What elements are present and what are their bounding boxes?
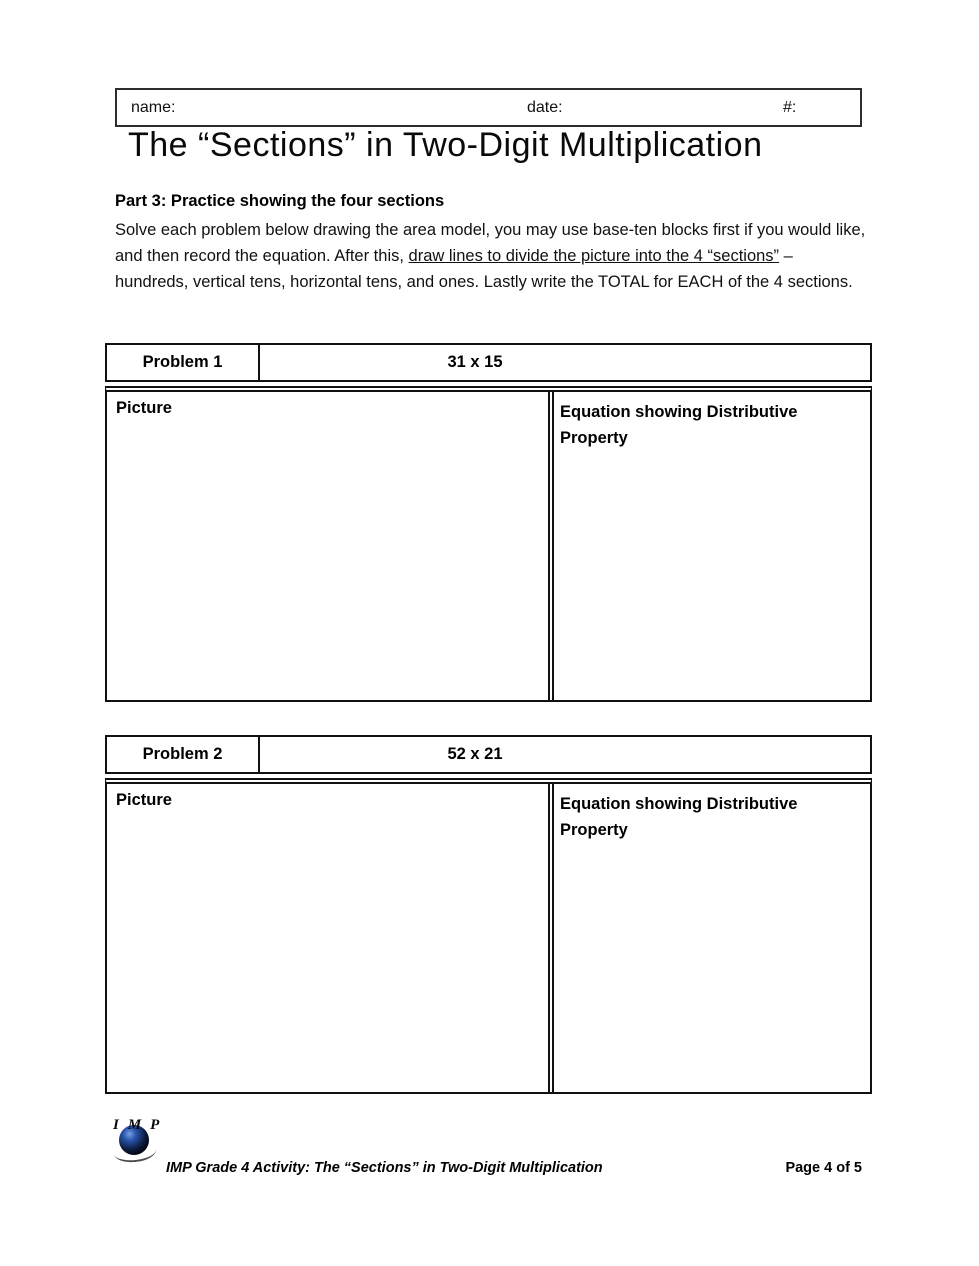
footer-page-number: Page 4 of 5 xyxy=(785,1160,862,1176)
problem-1-expression: 31 x 15 xyxy=(447,353,503,371)
instructions-text-underlined: draw lines to divide the picture into the 4 “sections” xyxy=(408,247,780,265)
name-date-box xyxy=(115,88,862,127)
instructions-text-before: Solve each problem below drawing the area model, you may use base-ten blocks first if you would like, and then record the equation. After this, xyxy=(115,221,866,265)
problem-1-picture-area: Picture xyxy=(107,392,554,700)
name-label: name: xyxy=(131,99,176,116)
imp-logo xyxy=(108,1116,169,1172)
number-label: #: xyxy=(783,99,797,116)
problem-1-table xyxy=(105,343,872,702)
instructions-text-after: – hundreds, vertical tens, horizontal tens, and ones. Lastly write the TOTAL for EACH of the 4 sections. xyxy=(115,247,853,291)
problem-2-header-row xyxy=(105,735,872,774)
problem-2-expression: 52 x 21 xyxy=(447,745,503,763)
imp-logo-letters: IMP xyxy=(113,1117,169,1133)
footer-activity-title: IMP Grade 4 Activity: The “Sections” in Two-Digit Multiplication xyxy=(166,1160,603,1176)
problem-2-picture-area: Picture xyxy=(107,784,554,1092)
problem-1-body-row xyxy=(105,386,872,702)
page-title: The “Sections” in Two-Digit Multiplication xyxy=(128,126,763,164)
date-label: date: xyxy=(527,99,563,116)
problem-1-label: Problem 1 xyxy=(107,345,260,380)
page-footer xyxy=(108,1116,862,1180)
instructions-paragraph xyxy=(115,217,869,295)
problem-1-equation-area: Equation showing Distributive Property xyxy=(560,403,798,447)
problem-1-header-row xyxy=(105,343,872,382)
problem-2-body-row xyxy=(105,778,872,1094)
problem-2-table xyxy=(105,735,872,1094)
problem-2-equation-area: Equation showing Distributive Property xyxy=(560,795,798,839)
problem-1-expression-cell xyxy=(260,345,870,380)
part-heading: Part 3: Practice showing the four sections xyxy=(115,192,445,210)
problem-2-label: Problem 2 xyxy=(107,737,260,772)
problem-2-expression-cell xyxy=(260,737,870,772)
